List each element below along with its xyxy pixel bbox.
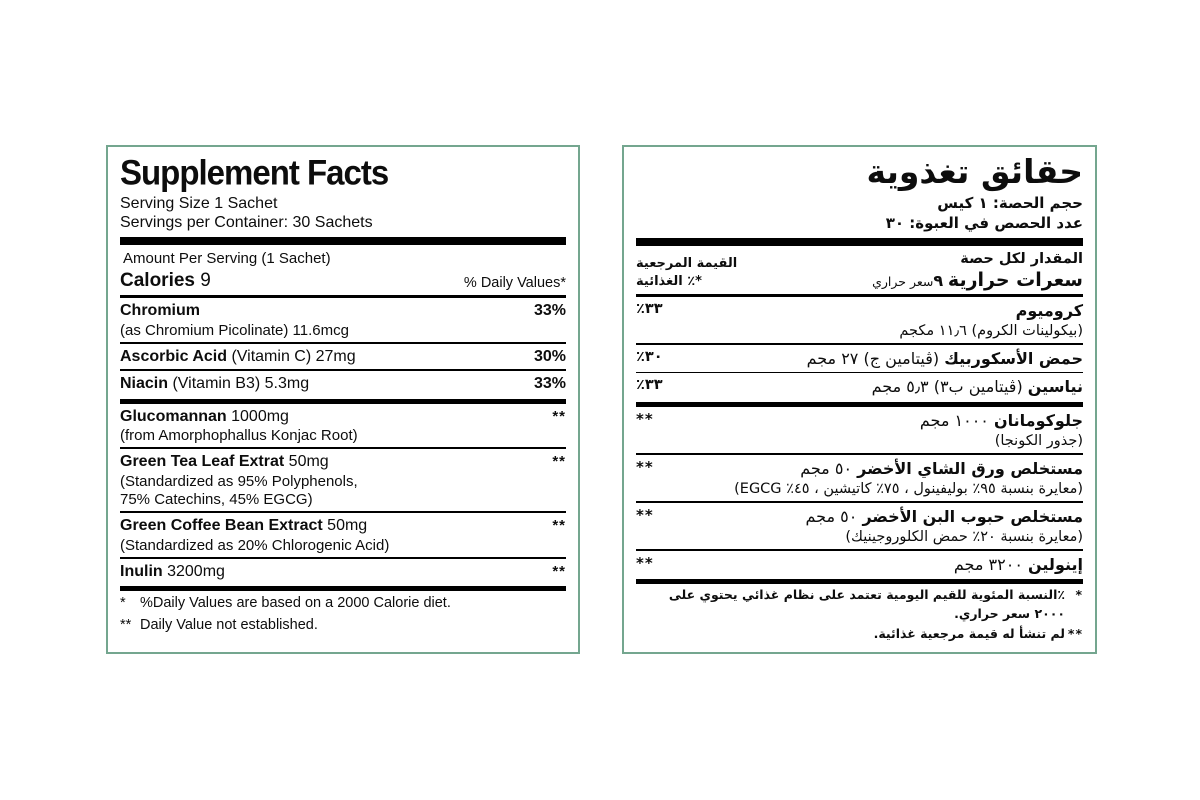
thick-divider [636,238,1083,246]
table-row [636,345,1083,372]
ingredient-name: Glucomannan [120,407,227,425]
daily-values-header: % Daily Values* [463,274,566,291]
ingredient-name: جلوكومانان [993,411,1083,430]
daily-values-header [636,255,737,290]
ingredient-name: مستخلص ورق الشاي الأخضر [857,458,1083,478]
ingredient [120,516,552,536]
calories-value: 9 [200,270,211,292]
amount-per-serving: المقدار لكل حصة [960,251,1083,268]
ingredient-name: إينولين [1028,554,1083,574]
ingredient [663,300,1083,322]
table-row [636,503,1083,549]
ingredient [663,376,1083,398]
table-row [120,404,566,448]
footnote-text: لم تنشأ له قيمة مرجعية غذائية. [873,625,1065,641]
ingredient [120,407,552,427]
ingredient-name: حمض الأسكوربيك [944,349,1083,369]
ingredient [120,562,552,582]
ingredient-name: Inulin [120,562,163,580]
thick-divider [636,579,1083,584]
ingredient-name: Niacin [120,375,169,393]
ingredient-dv: 33% [533,302,566,320]
ingredient [654,410,1083,432]
ingredient-detail: (ڤيتامين ب٣) ٥٫٣ مجم [871,377,1028,397]
ingredient-desc: 75% Catechins, 45% EGCG) [120,491,313,509]
ingredient [120,452,552,472]
supplement-facts-panel-english [106,145,580,654]
ingredient-detail: (ڤيتامين ج) ٢٧ مجم [806,349,945,369]
ingredient-desc: (Standardized as 20% Chlorogenic Acid) [120,536,390,554]
ingredient-name: Chromium [120,302,200,320]
table-row [120,298,566,342]
ingredient-name: مستخلص حبوب البن الأخضر [862,506,1083,526]
ingredient-detail: ١٠٠٠ مجم [919,411,994,430]
ingredient-desc: (معايرة بنسبة ٩٥٪ بوليفينول ، ٧٥٪ كاتيشين ، ٤٥٪ EGCG) [734,480,1083,497]
calories [120,270,211,292]
ingredient-dv: ** [636,410,654,428]
footnote-marker: * [120,595,126,612]
table-row [636,373,1083,400]
ingredient-detail: (Vitamin B3) 5.3mg [168,375,310,393]
table-row [120,371,566,396]
table-row [120,559,566,584]
footnote-text: %Daily Values are based on a 2000 Calorie diet. [140,595,451,612]
table-row [636,455,1083,501]
table-row [120,449,566,511]
footnote-text: Daily Value not established. [140,617,318,634]
ingredient-dv: ** [552,562,566,580]
ingredient-dv: ** [552,407,566,425]
panel-title: Supplement Facts [120,151,389,192]
footnote [636,586,1083,622]
ingredient-dv: ** [636,553,654,572]
table-row [120,344,566,369]
ingredient-desc: (بيكولينات الكروم) ١١٫٦ مكجم [899,322,1083,339]
calories [872,269,1083,291]
ingredient-dv: ** [636,505,654,524]
calories-label: Calories [120,270,195,292]
ingredient-detail: (Vitamin C) 27mg [227,347,356,365]
ingredient-desc: (Standardized as 95% Polyphenols, [120,472,358,490]
daily-values-header-line1: القيمة المرجعية [636,256,738,272]
ingredient-dv: ** [552,453,566,471]
ingredient-detail: 1000mg [226,407,289,425]
ingredient-dv: 30% [533,347,566,365]
daily-values-header-line2: الغذائية ٪* [636,274,702,290]
ingredient-dv: ٪٣٠ [636,349,663,366]
servings-per-container: عدد الحصص في العبوة: ٣٠ [885,214,1083,233]
footnote-marker: ** [120,617,132,634]
ingredient-detail: ٣٢٠٠ مجم [953,554,1028,574]
ingredient-desc: (as Chromium Picolinate) 11.6mcg [120,321,349,339]
table-row [636,551,1083,578]
calories-label: سعرات حرارية [947,268,1083,291]
ingredient-name: كروميوم [1015,301,1083,321]
calories-block [872,246,1083,290]
footnote [120,594,566,613]
panel-title: حقائق تغذوية [866,152,1083,191]
footnote-text: ٪النسبة المئوية للقيم اليومية تعتمد على نظام غذائي يحتوي على ٢٠٠٠ سعر حراري. [668,587,1065,621]
table-row [636,407,1083,453]
ingredient-detail: 3200mg [162,562,225,580]
ingredient [654,458,1083,480]
ingredient [654,554,1083,576]
ingredient-name: نياسين [1027,377,1083,397]
footnote [636,625,1083,643]
ingredient-dv: 33% [533,375,566,393]
ingredient-detail: 50mg [284,453,329,471]
ingredient [663,348,1083,370]
table-row [120,513,566,557]
supplement-facts-panel-arabic [622,145,1097,654]
footnote-marker: * [1075,587,1083,603]
serving-size: حجم الحصة: ١ كيس [937,193,1083,212]
ingredient-desc: (جذور الكونجا) [994,432,1083,449]
calories-value: ٩ [933,270,944,290]
amount-per-serving: Amount Per Serving (1 Sachet) [123,250,331,268]
ingredient-name: Ascorbic Acid [120,347,227,365]
thick-divider [120,586,566,591]
ingredient-dv: ٪٣٣ [636,377,663,394]
ingredient-dv: ٪٣٣ [636,301,663,318]
ingredient-detail: ٥٠ مجم [800,458,858,478]
ingredient [120,374,534,394]
footnote-marker: ** [1067,625,1083,641]
ingredient-detail: 50mg [322,517,368,535]
calories-unit: سعر حراري [872,273,934,289]
ingredient-name: Green Coffee Bean Extract [120,517,323,535]
calories-row [636,246,1083,290]
serving-size: Serving Size 1 Sachet [120,194,278,212]
ingredient-name: Green Tea Leaf Extrat [120,453,285,471]
ingredient-detail: ٥٠ مجم [805,506,863,526]
ingredient-dv: ** [636,457,654,476]
ingredient [120,301,534,321]
table-row [636,297,1083,343]
ingredient [654,506,1083,528]
ingredient-desc: (معايرة بنسبة ٢٠٪ حمض الكلوروجينيك) [845,528,1083,545]
ingredient [120,347,534,367]
thick-divider [120,237,566,245]
servings-per-container: Servings per Container: 30 Sachets [120,214,373,232]
ingredient-desc: (from Amorphophallus Konjac Root) [120,427,358,445]
ingredient-dv: ** [552,517,566,535]
calories-row [120,270,566,292]
footnote [120,616,566,635]
